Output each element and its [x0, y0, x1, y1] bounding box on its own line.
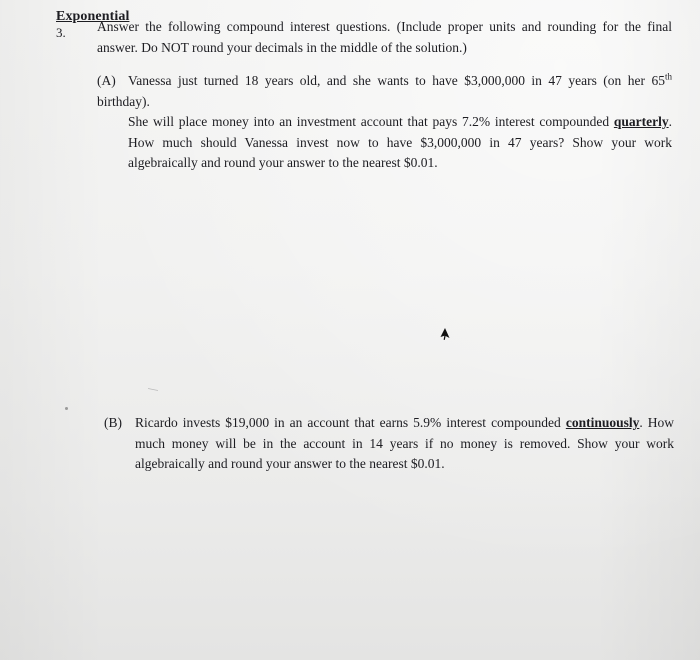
- part-b-label: (B): [104, 415, 122, 430]
- paper-speck: [65, 407, 68, 410]
- ordinal-suffix: th: [664, 71, 672, 82]
- part-b-line-1: (B) Ricardo invests $19,000 in an account that earns 5.9% interest compounded continuously. How: [104, 413, 674, 434]
- part-a-line-4: algebraically and round your answer to the nearest $0.01.: [128, 155, 438, 170]
- section-title: Exponential: [56, 9, 130, 24]
- part-a-label: (A): [97, 73, 116, 88]
- part-a-line-2: She will place money into an investment account that pays 7.2% interest compounded quarterly.: [128, 114, 672, 129]
- part-b: [104, 413, 674, 475]
- part-b-line-3: algebraically and round your answer to the nearest $0.01.: [135, 456, 445, 471]
- arrow-cursor-icon: [440, 328, 450, 340]
- part-b-line-2: much money will be in the account in 14 years if no money is removed. Show your work: [135, 435, 674, 451]
- question-instructions: Answer the following compound interest questions. (Include proper units and rounding for the final answer. Do NOT round your decimals in the middle of the solution.): [97, 19, 672, 55]
- emphasis-quarterly: quarterly: [613, 114, 669, 129]
- part-a: [97, 71, 672, 174]
- question-number: 3.: [56, 25, 66, 40]
- part-a-line-3: How much should Vanessa invest now to have $3,000,000 in 47 years? Show your work: [128, 134, 672, 150]
- part-a-line-1: (A) Vanessa just turned 18 years old, and she wants to have $3,000,000 in 47 years (on her 65th birthday).: [97, 71, 672, 109]
- paper-mark: [148, 388, 158, 391]
- emphasis-continuously: continuously: [565, 415, 640, 430]
